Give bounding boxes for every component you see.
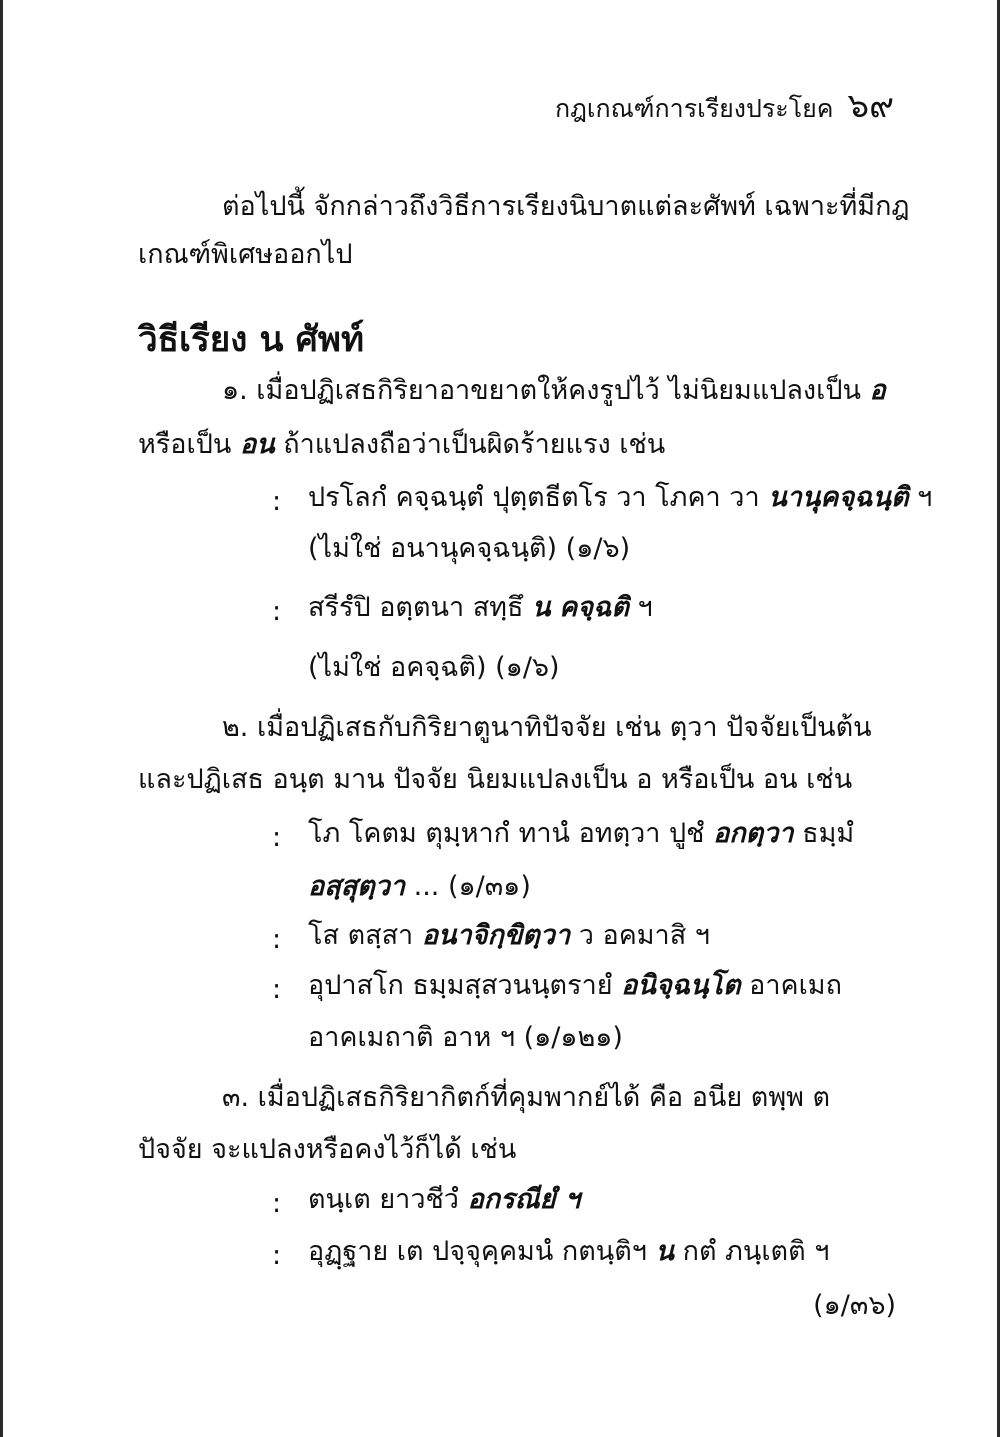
example-text: โภ โคตม ตุมฺหากํ ทานํ อทตฺวา ปูชํ — [308, 818, 705, 849]
example-text-end: กตํ ภนฺเตติ ฯ — [682, 1236, 830, 1267]
rule-2-example-3 — [308, 972, 842, 999]
example-colon: : — [272, 924, 282, 955]
example-text: ตนฺเต ยาวชีวํ — [308, 1184, 459, 1215]
rule-3-line-1: ๓. เมื่อปฏิเสธกิริยากิตก์ที่คุมพากย์ได้ คือ อนีย ตพฺพ ต — [222, 1082, 831, 1113]
example-text-end: ธมฺมํ — [802, 818, 855, 849]
rule-1-example-2-note: (ไม่ใช่ อคจฺฉติ) (๑/๖) — [308, 652, 560, 683]
rule-1-line-2-pre: หรือเป็น — [138, 429, 232, 460]
intro-line-1: ต่อไปนี้ จักกล่าวถึงวิธีการเรียงนิบาตแต่ละศัพท์ เฉพาะที่มีกฎ — [222, 191, 910, 222]
example-text-end: อาคเมถ — [749, 970, 842, 1001]
rule-2-example-2 — [308, 922, 710, 949]
example-text: โส ตสฺสา — [308, 920, 414, 951]
rule-1-line-1 — [222, 377, 886, 404]
example-emphasis: น — [532, 592, 551, 623]
section-heading: วิธีเรียง น ศัพท์ — [138, 320, 365, 360]
example-emphasis: อนิจฺฉนฺโต — [621, 970, 741, 1001]
example-colon: : — [272, 822, 282, 853]
rule-2-example-1 — [308, 820, 854, 847]
example-text-end: ว อคมาสิ ฯ — [578, 920, 710, 951]
running-title: กฎเกณฑ์การเรียงประโยค — [555, 94, 834, 123]
rule-3-example-2-ref: (๑/๓๖) — [813, 1290, 896, 1321]
rule-3-line-2: ปัจจัย จะแปลงหรือคงไว้ก็ได้ เช่น — [138, 1134, 517, 1165]
example-emphasis: อกรณียํ ฯ — [467, 1184, 581, 1215]
page-number: ๖๙ — [847, 86, 894, 126]
intro-line-2: เกณฑ์พิเศษออกไป — [138, 239, 353, 270]
rule-1-line-2-emphasis: อน — [239, 429, 275, 460]
example-emphasis: อนาจิกฺขิตฺวา — [421, 920, 571, 951]
example-text-end: ... (๑/๓๑) — [413, 871, 531, 902]
rule-3-example-1 — [308, 1186, 580, 1213]
rule-2-line-2: และปฏิเสธ อนฺต มาน ปัจจัย นิยมแปลงเป็น อ หรือเป็น อน เช่น — [138, 764, 853, 795]
rule-1-example-1 — [308, 484, 932, 511]
example-colon: : — [272, 596, 282, 627]
rule-2-line-1: ๒. เมื่อปฏิเสธกับกิริยาตูนาทิปัจจัย เช่น ตฺวา ปัจจัยเป็นต้น — [222, 712, 872, 743]
rule-1-emphasis: อ — [869, 375, 886, 406]
example-text-end: ฯ — [637, 592, 653, 623]
rule-1-text: ๑. เมื่อปฏิเสธกิริยาอาขยาตให้คงรูปไว้ ไม่นิยมแปลงเป็น — [222, 375, 861, 406]
example-colon: : — [272, 1188, 282, 1219]
example-emphasis: น — [655, 1236, 674, 1267]
example-emphasis: อสฺสุตฺวา — [308, 871, 406, 902]
rule-3-example-2 — [308, 1238, 829, 1265]
example-text: สรีรํปิ อตฺตนา สทฺธึ — [308, 592, 524, 623]
example-colon: : — [272, 1240, 282, 1271]
example-colon: : — [272, 486, 282, 517]
rule-1-example-2 — [308, 594, 653, 621]
example-emphasis-2: คจฺฉติ — [559, 592, 629, 623]
rule-1-line-2-post: ถ้าแปลงถือว่าเป็นผิดร้ายแรง เช่น — [283, 429, 666, 460]
example-emphasis: นานุคจฺฉนฺติ — [768, 482, 909, 513]
example-text: อุปาสโก ธมฺมสฺสวนนฺตรายํ — [308, 970, 613, 1001]
rule-2-example-1-cont — [308, 873, 531, 900]
example-emphasis: อกตฺวา — [713, 818, 794, 849]
example-text: ปรโลกํ คจฺฉนฺตํ ปุตฺตธีตโร วา โภคา วา — [308, 482, 760, 513]
page-border-left — [0, 0, 3, 1437]
rule-2-example-3-cont: อาคเมถาติ อาห ฯ (๑/๑๒๑) — [308, 1022, 623, 1053]
example-text-end: ฯ — [917, 482, 933, 513]
running-header — [555, 78, 894, 132]
rule-1-example-1-note: (ไม่ใช่ อนานุคจฺฉนฺติ) (๑/๖) — [308, 533, 631, 564]
example-colon: : — [272, 974, 282, 1005]
example-text: อุฏฺฐาย เต ปจฺจุคฺคมนํ กตนฺติฯ — [308, 1236, 647, 1267]
rule-1-line-2 — [138, 431, 665, 458]
